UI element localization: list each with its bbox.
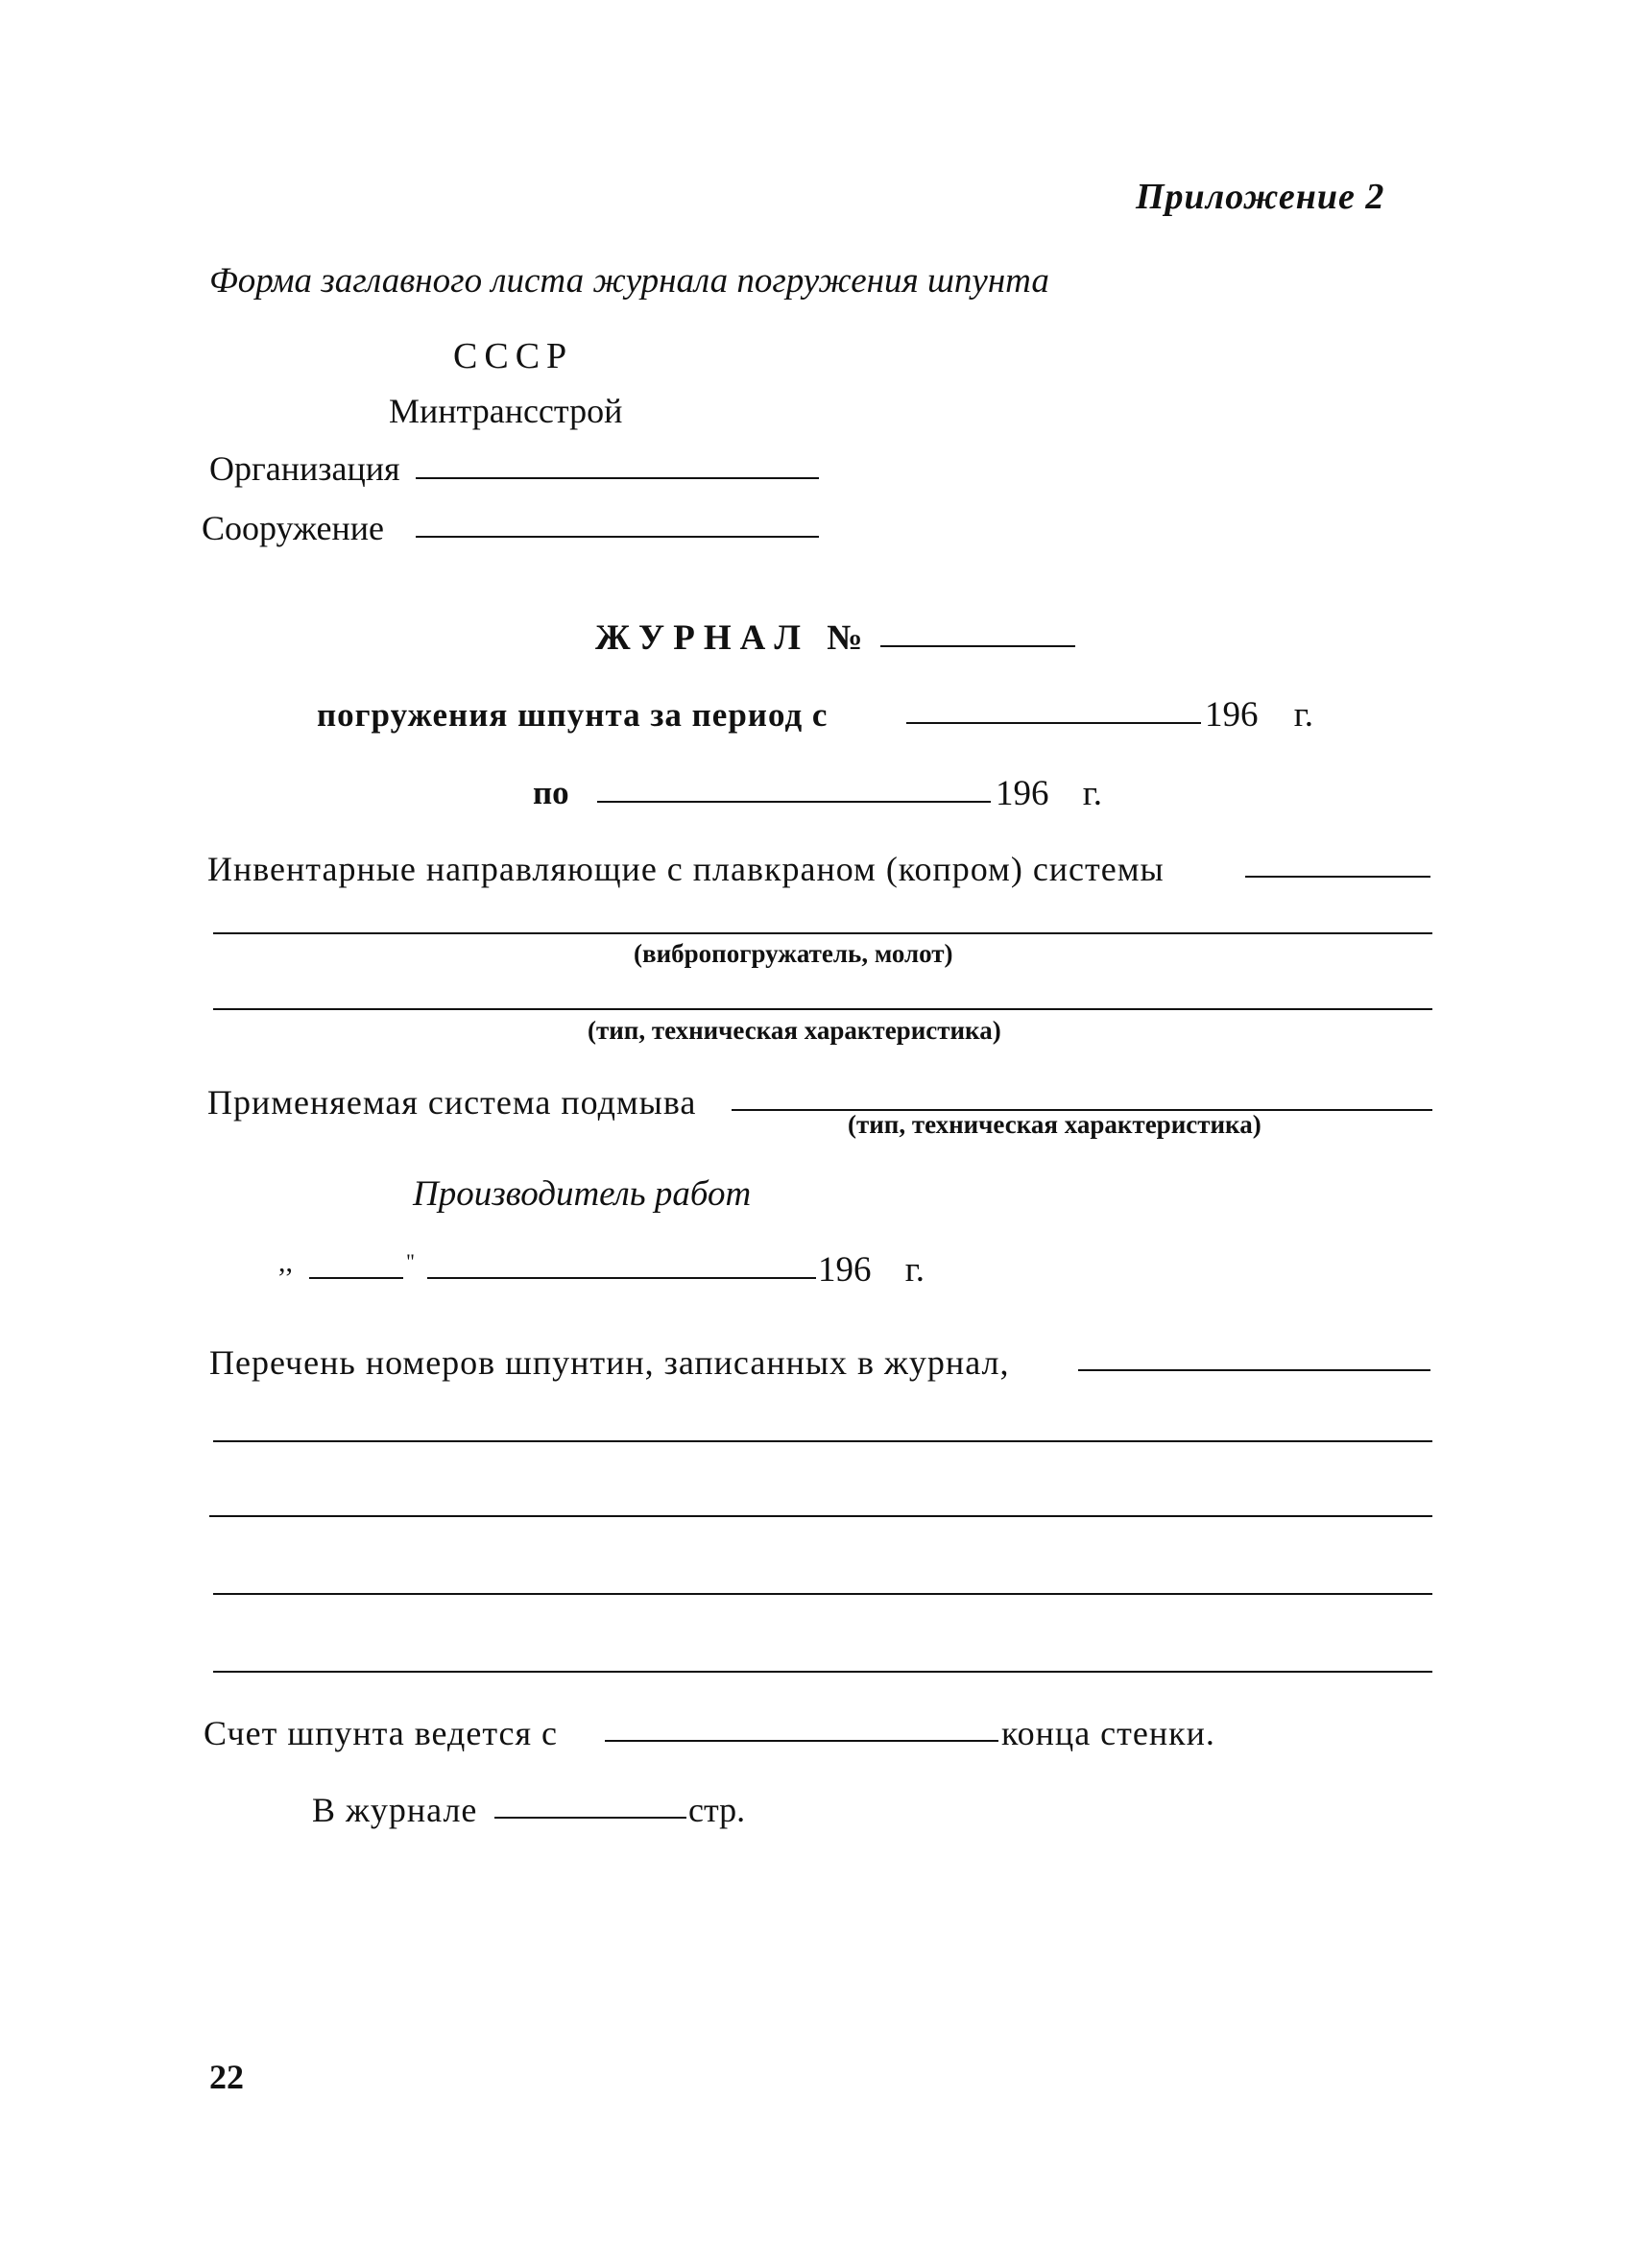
country-label: СССР xyxy=(453,336,574,376)
date-year: 196 г. xyxy=(818,1250,925,1290)
form-title: Форма заглавного листа журнала погружения шпунта xyxy=(209,261,1049,301)
pile-count-suffix: конца стенки. xyxy=(1001,1714,1215,1752)
journal-title: ЖУРНАЛ № xyxy=(595,618,872,658)
piles-list-label: Перечень номеров шпунтин, записанных в журнал, xyxy=(209,1343,1010,1382)
equipment-label: Инвентарные направляющие с плавкраном (копром) системы xyxy=(207,850,1165,888)
pile-count-line[interactable] xyxy=(605,1740,998,1742)
piles-list-line-4[interactable] xyxy=(213,1671,1432,1673)
date-quote-open: ,, xyxy=(278,1246,293,1278)
pages-suffix: стр. xyxy=(688,1791,746,1829)
pages-label: В журнале xyxy=(312,1791,478,1829)
journal-number-line[interactable] xyxy=(880,645,1075,647)
equipment-caption-1: (вибропогружатель, молот) xyxy=(634,939,953,968)
pile-count-label: Счет шпунта ведется с xyxy=(204,1714,559,1752)
period-label: погружения шпунта за период с xyxy=(317,696,829,734)
date-day-line[interactable] xyxy=(309,1277,403,1279)
organization-field-line[interactable] xyxy=(416,477,819,479)
flushing-caption: (тип, техническая характеристика) xyxy=(848,1110,1262,1139)
equipment-line-1[interactable] xyxy=(1245,876,1430,878)
period-from-year: 196 г. xyxy=(1205,695,1314,735)
pages-count-line[interactable] xyxy=(494,1817,686,1819)
flushing-label: Применяемая система подмыва xyxy=(207,1083,697,1122)
structure-label: Сооружение xyxy=(202,509,384,547)
date-month-line[interactable] xyxy=(427,1277,816,1279)
period-to-year: 196 г. xyxy=(996,774,1103,813)
equipment-line-3[interactable] xyxy=(213,1008,1432,1010)
page-number: 22 xyxy=(209,2058,244,2096)
piles-list-line-1[interactable] xyxy=(213,1440,1432,1442)
appendix-label: Приложение 2 xyxy=(1136,177,1385,217)
date-quote-close: " xyxy=(406,1249,415,1273)
piles-list-line-0[interactable] xyxy=(1078,1369,1430,1371)
piles-list-line-3[interactable] xyxy=(213,1593,1432,1595)
piles-list-line-2[interactable] xyxy=(209,1515,1432,1517)
works-manager-label: Производитель работ xyxy=(413,1174,752,1214)
period-from-line[interactable] xyxy=(906,722,1201,724)
equipment-line-2[interactable] xyxy=(213,932,1432,934)
structure-field-line[interactable] xyxy=(416,536,819,538)
period-to-label: по xyxy=(533,774,569,811)
organization-label: Организация xyxy=(209,449,400,488)
equipment-caption-2: (тип, техническая характеристика) xyxy=(588,1016,1001,1045)
ministry-label: Минтрансстрой xyxy=(389,392,623,430)
period-to-line[interactable] xyxy=(597,801,991,803)
